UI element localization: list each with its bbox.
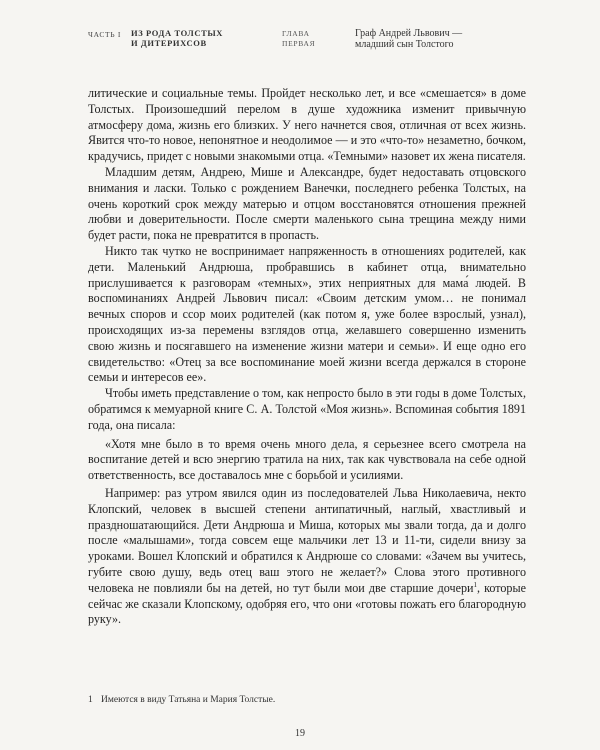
paragraph: Никто так чутко не воспринимает напряженность в отношениях родителей, как дети. Маленький Андрюша, пробравшись в кабинет отца, внимательно прислушивается к разговорам «темных», этих неприятных для мама́ людей. В воспоминаниях Андрей Львович писал: «Своим детским умом… не понимал вечных споров и ссор моих родителей (как потом я, уже более взрослый, узнал), происходящих из-за перемены взглядов отца, желавшего совершенно изменить свою жизнь и посягавшего на изменение жизни матери и семьи». И еще одно его свидетельство: «Отец за все воспоминание моей жизни всегда держался в стороне семьи и интересов ее». <box>88 243 526 385</box>
chapter-title <box>355 28 462 50</box>
footnote-number: 1 <box>88 695 93 705</box>
paragraph <box>88 486 526 628</box>
chapter-title-line-1: Граф Андрей Львович — <box>355 28 463 39</box>
paragraph-text: Например: раз утром явился один из последователей Льва Николаевича, некто Клопский, человек в высшей степени антипатичный, наглый, хвастливый и праздношатающийся. Дети Андрюша и Миша, которых мы звали тогда, да и долго после «малышами», тогда совсем еще мальчики лет 13 и 11-ти, сидели внизу за уроками. Вошел Клопский и обратился к Андрюше со словами: «Зачем вы учитесь, губите свою душу, ведь отец ваш этого не желает?» Слова этого противного человека не повлияли бы на детей, но тут были мои две старшие дочери <box>88 485 526 595</box>
part-label: ЧАСТЬ I <box>88 30 122 39</box>
footnote-reference[interactable]: 1 <box>473 580 477 589</box>
chapter-label-line-2: ПЕРВАЯ <box>282 38 316 48</box>
footnote-text: Имеются в виду Татьяна и Мария Толстые. <box>101 695 276 705</box>
part-title-line-2: И ДИТЕРИХСОВ <box>131 38 207 48</box>
paragraph: Младшим детям, Андрею, Мише и Александре, будет недоставать отцовского внимания и ласки. Только с рождением Ванечки, последнего ребенка Толстых, на очень короткий срок между матерью и отцом восстановятся отношения прежней любви и доверительности. После смерти маленького сына трещина между ними будет расти, пока не превратится в пропасть. <box>88 164 526 243</box>
paragraph-text: , которые сейчас же сказали Клопскому, одобряя его, что они «готовы пожать его благородную руку». <box>88 580 526 627</box>
body-text <box>88 86 526 628</box>
running-header <box>0 26 600 66</box>
paragraph: Чтобы иметь представление о том, как непросто было в эти годы в доме Толстых, обратимся к мемуарной книге С. А. Толстой «Моя жизнь». Вспоминая события 1891 года, она писала: <box>88 386 526 432</box>
quote-paragraph: «Хотя мне было в то время очень много дела, я серьезнее всего смотрела на воспитание детей и всю энергию тратила на них, так как чувствовала на себе одной ответственность, все доставалось мне с борьбой и усилиями. <box>88 436 526 483</box>
page-number: 19 <box>295 728 305 739</box>
part-title <box>131 28 223 48</box>
paragraph: литические и социальные темы. Пройдет несколько лет, и все «смешается» в доме Толстых. Произошедший перелом в душе художника изменит привычную атмосферу дома, жизнь его близких. У него начнется своя, отличная от всех жизнь. Явится что-то новое, непонятное и неодолимое — и это «что-то» незаметно, бочком, крадучись, придет с новыми знакомыми отца. «Темными» назовет их жена писателя. <box>88 86 526 164</box>
part-title-line-1: ИЗ РОДА ТОЛСТЫХ <box>131 28 224 38</box>
footnote <box>88 695 275 705</box>
chapter-title-line-2: младший сын Толстого <box>355 39 454 50</box>
chapter-label-line-1: ГЛАВА <box>282 29 310 38</box>
chapter-label <box>282 29 315 48</box>
